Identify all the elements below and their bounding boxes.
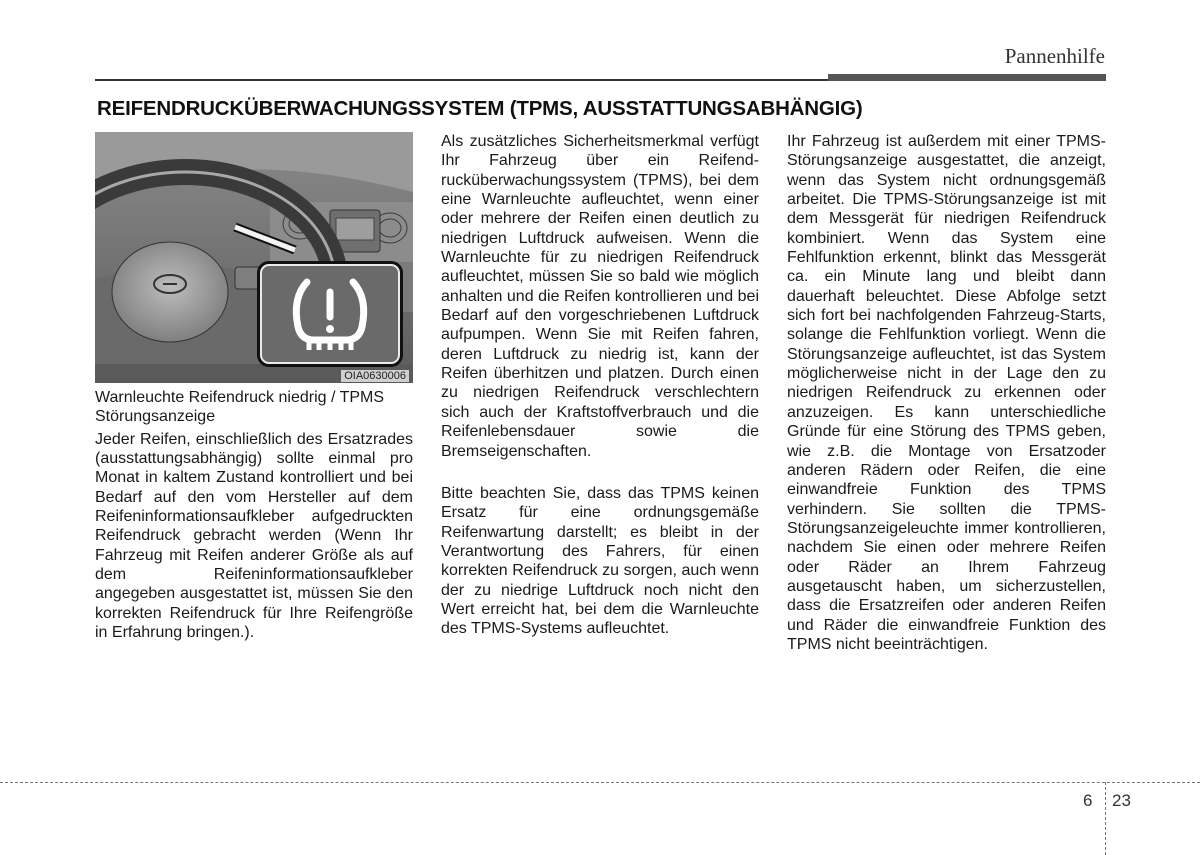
header-accent-bar [828,74,1106,81]
footer-vertical-divider [1105,782,1106,855]
figure-code: OIA0630006 [341,370,409,382]
col2-paragraph-2: Bitte beachten Sie, dass das TPMS keinen Ersatz für eine ordnungsgemäße Reifenwartung darstellt; es bleibt in der Verantwortung des Fahrers, für einen korrekten Reifendruck zu sorgen, auch wenn der zu niedrige Luftdruck noch nicht den Wert erreicht hat, bei dem die Warnleuchte des TPMS-Systems aufleuchtet. [441,484,759,638]
chapter-number: 6 [1083,791,1093,810]
col3-paragraph-1: Ihr Fahrzeug ist außerdem mit einer TPMS-Störungsanzeige ausgestattet, die anzeigt, wenn das System nicht ordnungsgemäß arbeitet. Die TPMS-Störungsanzeige ist mit dem Messgerät für niedrigen Reifendruck kombiniert. Wenn das System eine Fehlfunktion erkennt, blinkt das Messgerät ca. ein Minute lang und bleibt dann dauerhaft beleuchtet. Diese Abfolge setzt sich fort bei nachfolgenden Fahrzeug-Starts, solange die Fehlfunktion vorliegt. Wenn die Störungsanzeige aufleuchtet, ist das System möglicherweise nicht in der Lage den zu niedrigen Reifendruck zu erkennen oder anzuzeigen. Es kann unterschiedliche Gründe für eine Störung des TPMS geben, wie z.B. die Montage von Ersatzoder anderen Rädern oder Reifen, die eine einwandfreie Funktion des TPMS verhindern. Sie sollten die TPMS-Störungsanzeigeleuchte immer kontrollieren, nachdem Sie einen oder mehrere Reifen oder Räder an Ihrem Fahrzeug ausgetauscht haben, um sicherzustellen, dass die Ersatzreifen oder anderen Reifen und Räder die einwandfreie Funktion des TPMS nicht beeinträchtigen. [787,133,1106,653]
chapter-title: Pannenhilfe [1004,44,1105,68]
column-2 [441,132,759,639]
col2-paragraph-1: Als zusätzliches Sicherheitsmerkmal verfügt Ihr Fahrzeug über ein Reifend-rucküberwachungssystem (TPMS), bei dem eine Warnleuchte aufleuchtet, wenn einer oder mehrere der Reifen einen deutlich zu niedrigen Luftdruck aufweisen. Wenn die Warnleuchte für zu niedrigen Reifendruck aufleuchtet, müssen Sie so bald wie möglich anhalten und die Reifen kontrollieren und bei Bedarf auf den vorgeschriebenen Luftdruck aufpumpen. Wenn Sie mit Reifen fahren, deren Luftdruck zu niedrig ist, kann der Reifen überhitzen und platzen. Durch einen zu niedrigen Reifendruck verschlechtern sich auch der Kraftstoffverbrauch und die Reifenlebensdauer sowie die Bremseigenschaften. [441,133,759,460]
dashboard-illustration [95,132,413,383]
figure-caption: Warnleuchte Reifendruck niedrig / TPMS Störungsanzeige [95,389,385,426]
footer-divider [0,782,1200,783]
column-3 [787,132,1106,654]
col1-paragraph-1: Jeder Reifen, einschließlich des Ersatzrades (ausstattungsabhängig) sollte einmal pro Monat in kaltem Zustand kontrolliert und bei Bedarf auf den vom Hersteller auf dem Reifeninformationsaufkleber aufgedruckten Reifendruck gebracht werden (Wenn Ihr Fahrzeug mit Reifen anderer Größe als auf dem Reifeninformationsaufkleber angegeben ausgestattet ist, müssen Sie den korrekten Reifendruck für Ihre Reifengröße in Erfahrung bringen.). [95,430,413,642]
dashboard-drawing [95,132,413,383]
page-number: 23 [1112,791,1131,810]
section-title: REIFENDRUCKÜBERWACHUNGSSYSTEM (TPMS, AUSSTATTUNGSABHÄNGIG) [97,97,863,120]
column-1 [95,388,413,642]
header-rule [95,79,830,81]
